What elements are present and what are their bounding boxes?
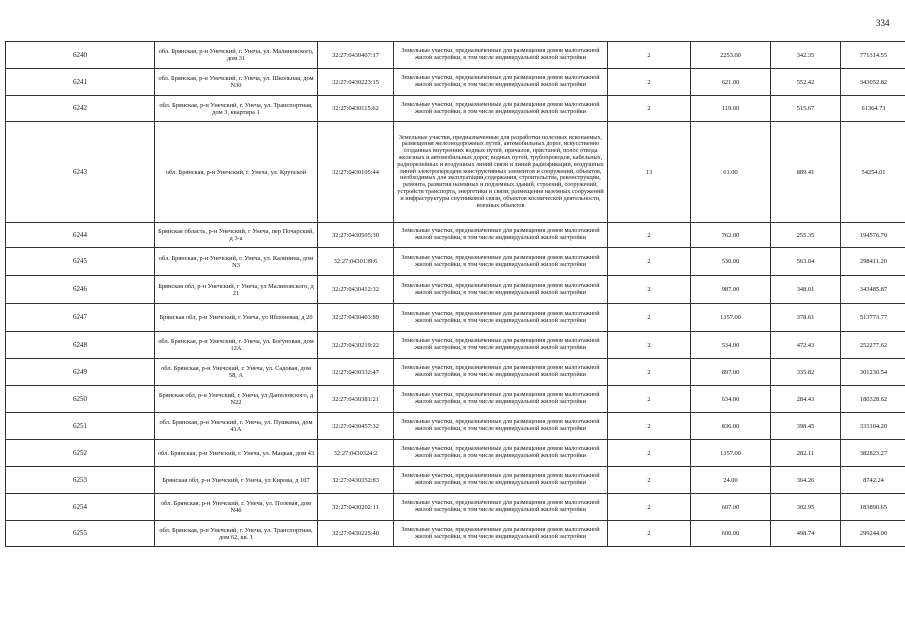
group-code-cell: 2 <box>608 521 691 547</box>
table-row <box>6 359 905 386</box>
specific-value-cell: 378.61 <box>771 304 841 332</box>
area-cell: 24.00 <box>691 467 771 494</box>
land-use-cell: Земельные участки, предназначенные для размещения домов малоэтажной жилой застройки, в том числе индивидуальной жилой застройки <box>394 96 608 122</box>
page-number: 334 <box>876 18 890 28</box>
cadastral-value-cell: 252277.62 <box>841 332 905 359</box>
specific-value-cell: 255.35 <box>771 223 841 248</box>
group-code-cell: 2 <box>608 276 691 304</box>
cadastral-number-cell: 32:27:0430223:15 <box>318 69 394 96</box>
specific-value-cell: 364.26 <box>771 467 841 494</box>
cadastral-value-cell: 298411.20 <box>841 248 905 276</box>
specific-value-cell: 342.35 <box>771 42 841 69</box>
area-cell: 61.00 <box>691 122 771 223</box>
address-cell: обл. Брянская, р-н Унечский, г. Унеча, ул. Полевая, дом N4б <box>155 494 318 521</box>
land-use-cell: Земельные участки, предназначенные для размещения домов малоэтажной жилой застройки, в том числе индивидуальной жилой застройки <box>394 413 608 440</box>
specific-value-cell: 563.04 <box>771 248 841 276</box>
address-cell: Брянская обл, р-н Унечский, г Унеча, ул Яблоневая, д 20 <box>155 304 318 332</box>
area-cell: 897.00 <box>691 359 771 386</box>
specific-value-cell: 515.67 <box>771 96 841 122</box>
row-number: 6244 <box>6 223 155 248</box>
table-row <box>6 332 905 359</box>
table-row <box>6 304 905 332</box>
row-number: 6255 <box>6 521 155 547</box>
land-use-cell: Земельные участки, предназначенные для размещения домов малоэтажной жилой застройки, в том числе индивидуальной жилой застройки <box>394 359 608 386</box>
row-number: 6246 <box>6 276 155 304</box>
address-cell: обл. Брянская, р-н Унечский, г. Унеча, ул. Транспортная, дом 3, квартира 1 <box>155 96 318 122</box>
row-number: 6251 <box>6 413 155 440</box>
group-code-cell: 2 <box>608 223 691 248</box>
table-row <box>6 413 905 440</box>
cadastral-value-cell: 771314.55 <box>841 42 905 69</box>
address-cell: обл. Брянская, р-н Унечский, г. Унеча, ул. Калинина, дом N3 <box>155 248 318 276</box>
row-number: 6247 <box>6 304 155 332</box>
area-cell: 534.00 <box>691 332 771 359</box>
table-row <box>6 69 905 96</box>
cadastral-number-cell: 32:27:0430407:17 <box>318 42 394 69</box>
specific-value-cell: 348.01 <box>771 276 841 304</box>
address-cell: обл. Брянская, р-н Унечский, г. Унеча, ул. Садовая, дом 58, А <box>155 359 318 386</box>
cadastral-number-cell: 32:27:0430381:21 <box>318 386 394 413</box>
specific-value-cell: 398.45 <box>771 413 841 440</box>
table-row <box>6 122 905 223</box>
cadastral-value-cell: 8742.24 <box>841 467 905 494</box>
table-row <box>6 440 905 467</box>
row-number: 6250 <box>6 386 155 413</box>
address-cell: обл. Брянская, р-н Унечский, г. Унеча, ул. Школьная, дом N30 <box>155 69 318 96</box>
address-cell: обл. Брянская, р-н Унечский, г. Унеча, ул. Крупской <box>155 122 318 223</box>
group-code-cell: 2 <box>608 42 691 69</box>
cadastral-value-cell: 343485.87 <box>841 276 905 304</box>
cadastral-number-cell: 32:27:0430412:32 <box>318 276 394 304</box>
land-use-cell: Земельные участки, предназначенные для размещения домов малоэтажной жилой застройки, в том числе индивидуальной жилой застройки <box>394 276 608 304</box>
cadastral-number-cell: 32:27:0430505:30 <box>318 223 394 248</box>
group-code-cell: 2 <box>608 332 691 359</box>
table-body <box>6 42 905 547</box>
address-cell: обл. Брянская, р-н Унечский, г. Унеча, ул. Богуновая, дом 12А <box>155 332 318 359</box>
cadastral-value-cell: 54254.01 <box>841 122 905 223</box>
group-code-cell: 2 <box>608 359 691 386</box>
area-cell: 987.00 <box>691 276 771 304</box>
row-number: 6249 <box>6 359 155 386</box>
group-code-cell: 2 <box>608 467 691 494</box>
table-row <box>6 521 905 547</box>
address-cell: обл. Брянская, р-н Унечский, г. Унеча, ул. Мацкая, дом 43 <box>155 440 318 467</box>
group-code-cell: 2 <box>608 69 691 96</box>
group-code-cell: 13 <box>608 122 691 223</box>
group-code-cell: 2 <box>608 440 691 467</box>
cadastral-value-cell: 343052.82 <box>841 69 905 96</box>
table-row <box>6 386 905 413</box>
table-row <box>6 96 905 122</box>
cadastral-value-cell: 513773.77 <box>841 304 905 332</box>
land-use-cell: Земельные участки, предназначенные для размещения домов малоэтажной жилой застройки, в том числе индивидуальной жилой застройки <box>394 494 608 521</box>
cadastral-value-cell: 382823.27 <box>841 440 905 467</box>
area-cell: 607.00 <box>691 494 771 521</box>
table-row <box>6 248 905 276</box>
group-code-cell: 2 <box>608 304 691 332</box>
land-use-cell: Земельные участки, предназначенные для размещения домов малоэтажной жилой застройки, в том числе индивидуальной жилой застройки <box>394 521 608 547</box>
cadastral-number-cell: 32:27:0430332:47 <box>318 359 394 386</box>
land-use-cell: Земельные участки, предназначенные для размещения домов малоэтажной жилой застройки, в том числе индивидуальной жилой застройки <box>394 42 608 69</box>
area-cell: 836.00 <box>691 413 771 440</box>
land-use-cell: Земельные участки, предназначенные для размещения домов малоэтажной жилой застройки, в том числе индивидуальной жилой застройки <box>394 69 608 96</box>
specific-value-cell: 282.11 <box>771 440 841 467</box>
row-number: 6240 <box>6 42 155 69</box>
specific-value-cell: 335.82 <box>771 359 841 386</box>
address-cell: обл. Брянская, р-н Унечский, г. Унеча, ул. Малиновского, дом 31 <box>155 42 318 69</box>
specific-value-cell: 498.74 <box>771 521 841 547</box>
group-code-cell: 2 <box>608 248 691 276</box>
land-use-cell: Земельные участки, предназначенные для размещения домов малоэтажной жилой застройки, в том числе индивидуальной жилой застройки <box>394 440 608 467</box>
cadastral-value-cell: 301230.54 <box>841 359 905 386</box>
group-code-cell: 2 <box>608 413 691 440</box>
address-cell: Брянская обл, р-н Унечский, г Унеча, ул Малиновского, д 21 <box>155 276 318 304</box>
area-cell: 762.00 <box>691 223 771 248</box>
cadastral-number-cell: 32:27:0430105:44 <box>318 122 394 223</box>
land-use-cell: Земельные участки, предназначенные для размещения домов малоэтажной жилой застройки, в том числе индивидуальной жилой застройки <box>394 304 608 332</box>
area-cell: 2253.00 <box>691 42 771 69</box>
specific-value-cell: 284.43 <box>771 386 841 413</box>
address-cell: Брянская обл, р-н Унечский, г Унеча, ул Даниловского, д N22 <box>155 386 318 413</box>
cadastral-value-cell: 183890.65 <box>841 494 905 521</box>
table-row <box>6 276 905 304</box>
area-cell: 1357.00 <box>691 440 771 467</box>
land-registry-table <box>5 41 905 547</box>
row-number: 6245 <box>6 248 155 276</box>
area-cell: 600.00 <box>691 521 771 547</box>
cadastral-value-cell: 180328.62 <box>841 386 905 413</box>
cadastral-number-cell: 32:27:0430403:89 <box>318 304 394 332</box>
address-cell: обл. Брянская, р-н Унечский, г. Унеча, ул. Пушкина, дом 41А <box>155 413 318 440</box>
cadastral-number-cell: 32:27:0430219:22 <box>318 332 394 359</box>
cadastral-value-cell: 333104.20 <box>841 413 905 440</box>
table-row <box>6 223 905 248</box>
row-number: 6252 <box>6 440 155 467</box>
row-number: 6243 <box>6 122 155 223</box>
area-cell: 634.00 <box>691 386 771 413</box>
land-use-cell: Земельные участки, предназначенные для размещения домов малоэтажной жилой застройки, в том числе индивидуальной жилой застройки <box>394 332 608 359</box>
group-code-cell: 2 <box>608 494 691 521</box>
specific-value-cell: 302.95 <box>771 494 841 521</box>
row-number: 6248 <box>6 332 155 359</box>
area-cell: 1357.00 <box>691 304 771 332</box>
cadastral-number-cell: 32:27:0430202:11 <box>318 494 394 521</box>
specific-value-cell: 472.43 <box>771 332 841 359</box>
row-number: 6253 <box>6 467 155 494</box>
specific-value-cell: 552.42 <box>771 69 841 96</box>
cadastral-value-cell: 61364.73 <box>841 96 905 122</box>
area-cell: 530.00 <box>691 248 771 276</box>
table-row <box>6 494 905 521</box>
land-use-cell: Земельные участки, предназначенные для разработки полезных ископаемых, размещения железнодорожных путей, автомобильных дорог, искусственно созданных внутренних водных путей, причалов, пристаней, полос отвода железных и автомобильных дорог, водных путей, трубопроводов, кабельных, радиорелейных и воздушных линий связи и линий радиофикации, воздушных линий электропередачи конструктивных элементов и сооружений, объектов, необходимых для эксплуатации,содержания, строительства, реконструкции, ремонта, развития наземных и подземных зданий, строений, сооружений, устройств транспорта, энергетики и связи; размещения наземных сооружений и инфраструктуры спутниковой связи, объектов космической деятельности, военных объектов <box>394 122 608 223</box>
table-row <box>6 467 905 494</box>
cadastral-number-cell: 32:27:0430225:40 <box>318 521 394 547</box>
cadastral-number-cell: 32:27:0430352:83 <box>318 467 394 494</box>
row-number: 6242 <box>6 96 155 122</box>
land-use-cell: Земельные участки, предназначенные для размещения домов малоэтажной жилой застройки, в том числе индивидуальной жилой застройки <box>394 248 608 276</box>
specific-value-cell: 889.41 <box>771 122 841 223</box>
table-row <box>6 42 905 69</box>
address-cell: Брянская область, р-н Унечский, г Унеча, пер Почарский, д 3-а <box>155 223 318 248</box>
address-cell: обл. Брянская, р-н Унечский, г. Унеча, ул. Транспортная, дом 62, кв. 1 <box>155 521 318 547</box>
cadastral-number-cell: 32:27:0430457:32 <box>318 413 394 440</box>
row-number: 6254 <box>6 494 155 521</box>
cadastral-number-cell: 32:27:0430324:2 <box>318 440 394 467</box>
address-cell: Брянская обл, р-н Унечский, г Унеча, ул Кирова, д 107 <box>155 467 318 494</box>
group-code-cell: 2 <box>608 386 691 413</box>
land-use-cell: Земельные участки, предназначенные для размещения домов малоэтажной жилой застройки, в том числе индивидуальной жилой застройки <box>394 223 608 248</box>
land-use-cell: Земельные участки, предназначенные для размещения домов малоэтажной жилой застройки, в том числе индивидуальной жилой застройки <box>394 467 608 494</box>
row-number: 6241 <box>6 69 155 96</box>
group-code-cell: 2 <box>608 96 691 122</box>
area-cell: 621.00 <box>691 69 771 96</box>
cadastral-number-cell: 32:27:0430139:6 <box>318 248 394 276</box>
cadastral-number-cell: 32:27:0430115:62 <box>318 96 394 122</box>
area-cell: 119.00 <box>691 96 771 122</box>
cadastral-value-cell: 299244.00 <box>841 521 905 547</box>
cadastral-value-cell: 194576.70 <box>841 223 905 248</box>
land-use-cell: Земельные участки, предназначенные для размещения домов малоэтажной жилой застройки, в том числе индивидуальной жилой застройки <box>394 386 608 413</box>
